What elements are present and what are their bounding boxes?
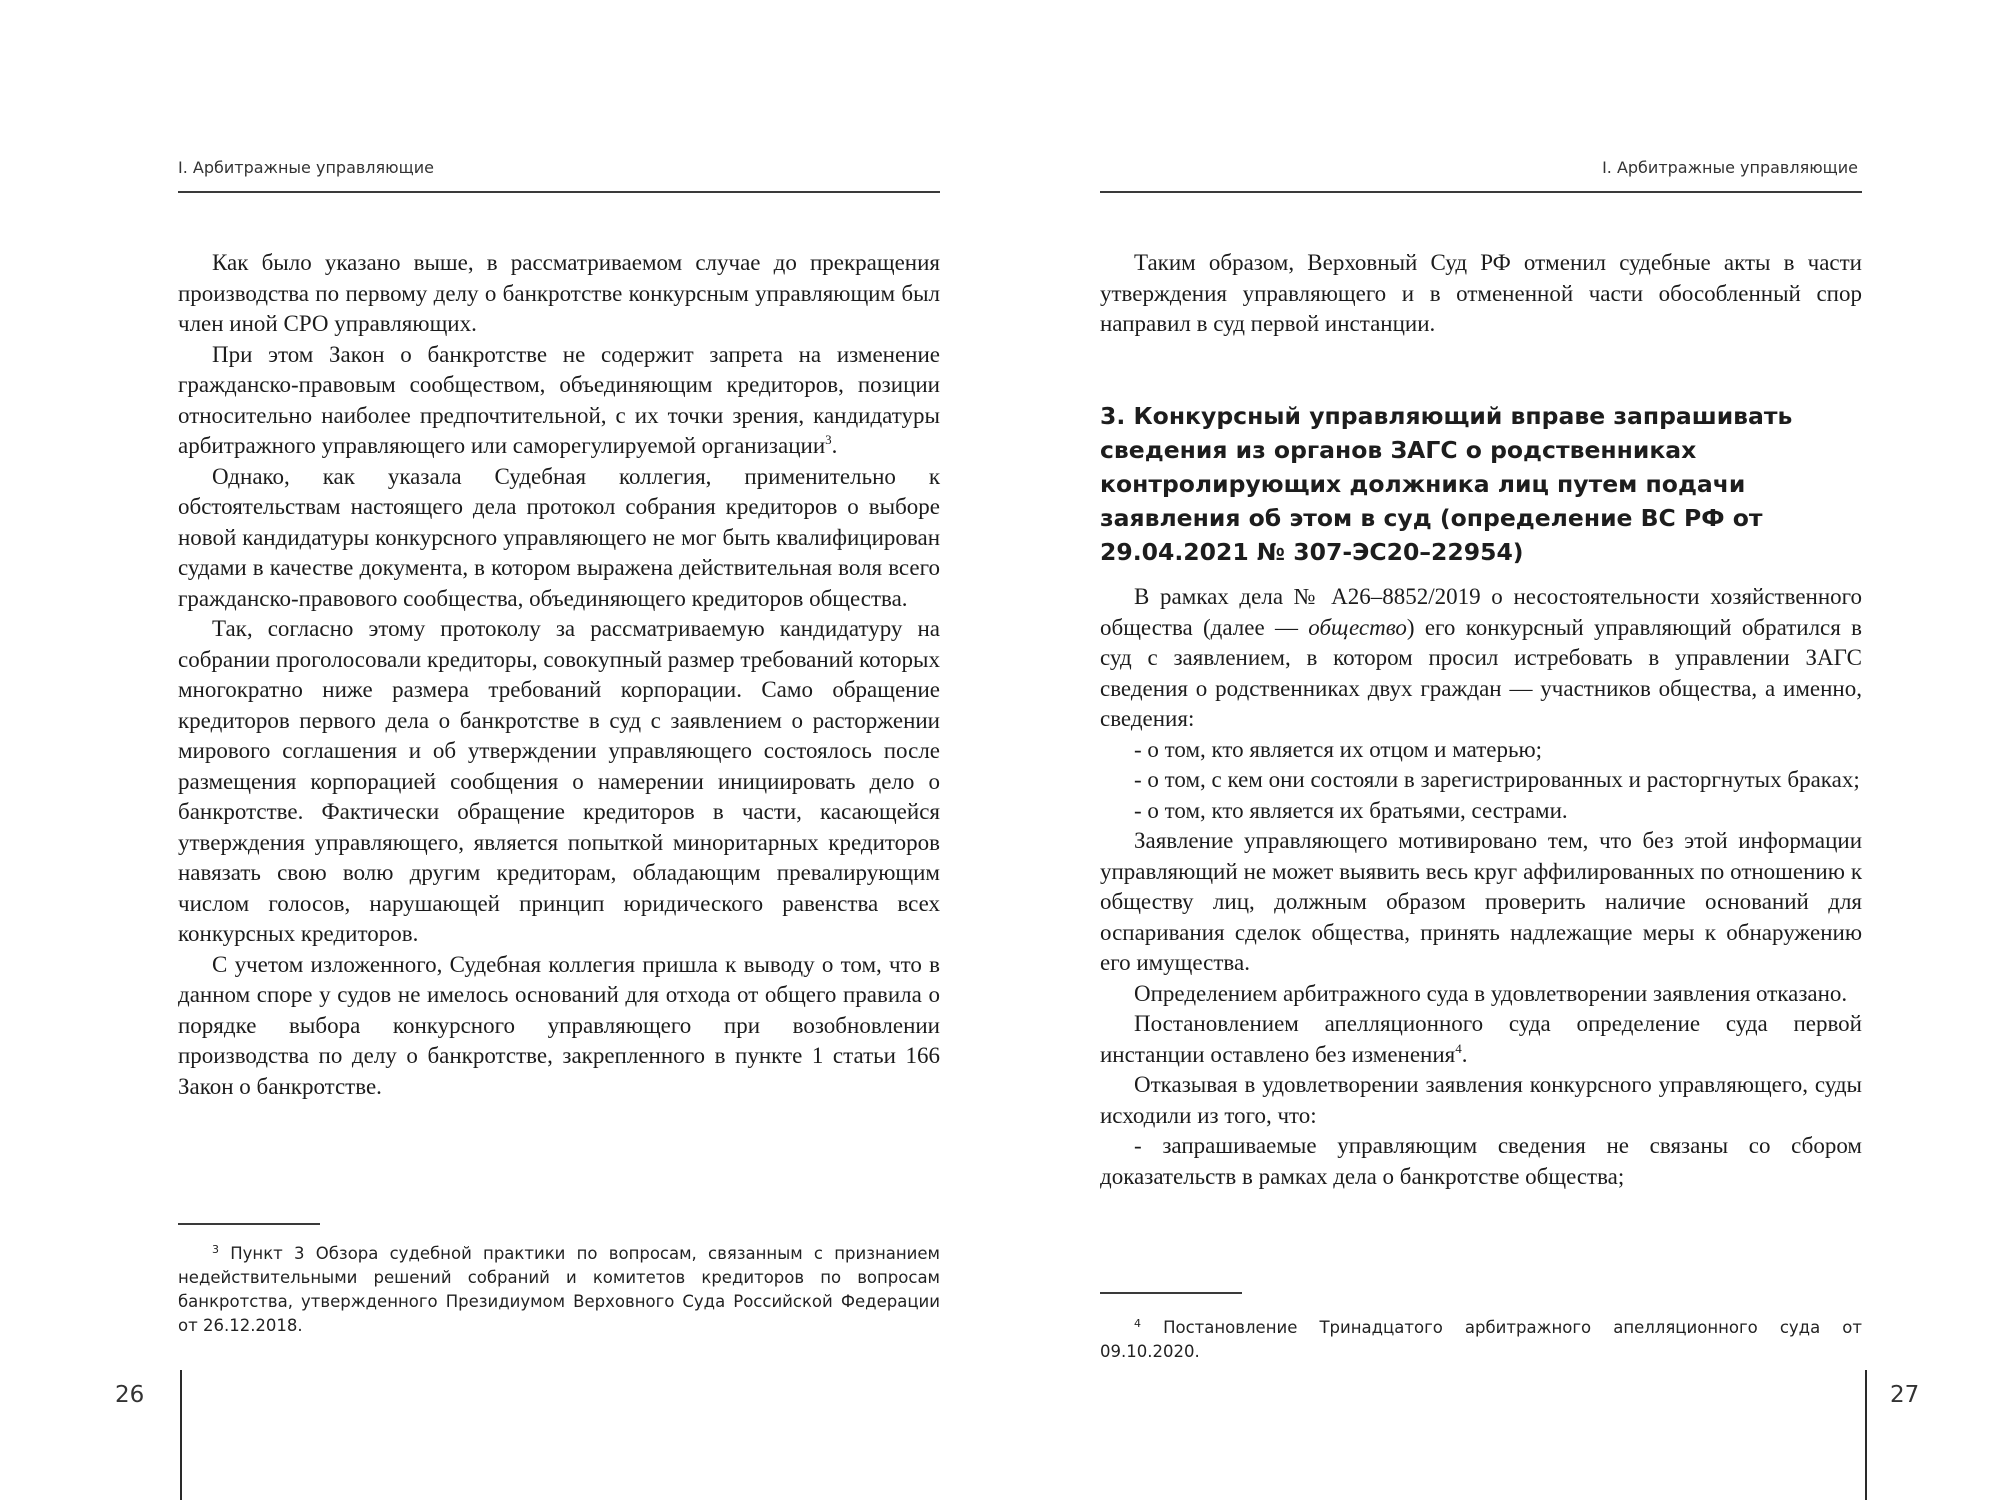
running-head: I. Арбитражные управляющие [1602,158,1858,177]
paragraph-text: Постановлением апелляционного суда определение суда первой инстанции оставлено без изменения [1100,1011,1862,1067]
footnote-reference: 4 [1455,1040,1462,1056]
paragraph: Однако, как указала Судебная коллегия, применительно к обстоятельствам настоящего дела протокол собрания кредиторов о выборе новой кандидатуры конкурсного управляющего не мог быть квалифицирован судами в качестве документа, в котором выражена действительная воля всего гражданско-правового сообщества, объединяющего кредиторов общества. [178,463,940,611]
footnote-mark: 3 [212,1243,219,1256]
list-item: - запрашиваемые управляющим сведения не связаны со сбором доказательств в рамках дела о банкротстве общества; [1100,1133,1862,1189]
paragraph: Как было указано выше, в рассматриваемом случае до прекращения производства по первому делу о банкротстве конкурсным управляющим был член иной СРО управляющих. [178,250,940,336]
footnote [1100,1316,1862,1364]
section-heading: 3. Конкурсный управляющий вправе запрашивать сведения из органов ЗАГС о родственниках контролирующих должника лиц путем подачи заявления об этом в суд (определение ВС РФ от 29.04.2021 № 307-ЭС20–22954) [1100,402,1793,566]
footnote [178,1242,940,1338]
paragraph: Таким образом, Верховный Суд РФ отменил судебные акты в части утверждения управляющего и в отмененной части обособленный спор направил в суд первой инстанции. [1100,250,1862,336]
list-item: - о том, кто является их отцом и матерью; [1134,736,1543,762]
margin-rule [180,1370,182,1500]
defined-term: общество [1308,614,1407,640]
footnote-reference: 3 [825,432,832,447]
body-text [178,248,940,1102]
page-number: 26 [115,1382,145,1408]
paragraph: Заявление управляющего мотивировано тем, что без этой информации управляющий не может выявить весь круг аффилированных по отношению к обществу лиц, должным образом проверить наличие оснований для оспаривания сделок общества, принять надлежащие меры к обнаружению его имущества. [1100,828,1862,975]
body-text [1100,582,1862,1192]
header-rule [1100,191,1862,193]
list-item: - о том, кто является их братьями, сестрами. [1134,797,1568,823]
footnote-text: Пункт 3 Обзора судебной практики по вопросам, связанным с признанием недействительными решений собраний и комитетов кредиторов по вопросам банкротства, утвержденного Президиумом Верховного Суда Российской Федерации от 26.12.2018. [178,1244,941,1335]
paragraph-end: . [1461,1041,1468,1067]
paragraph [1100,1009,1862,1070]
page-number: 27 [1890,1382,1920,1408]
paragraph [1100,582,1862,735]
footnote-text: Постановление Тринадцатого арбитражного апелляционного суда от 09.10.2020. [1100,1318,1862,1361]
intro-text [1100,248,1862,340]
margin-rule [1865,1370,1867,1500]
running-head: I. Арбитражные управляющие [178,158,434,177]
paragraph: Определением арбитражного суда в удовлетворении заявления отказано. [1134,980,1848,1006]
paragraph-text: При этом Закон о банкротстве не содержит запрета на изменение гражданско-правовым сообществом, объединяющим кредиторов, позиции относительно наиболее предпочтительной, с их точки зрения, кандидатуры арбитражного управляющего или саморегулируемой организации [178,341,940,458]
right-page [1000,0,2000,1500]
paragraph: С учетом изложенного, Судебная коллегия пришла к выводу о том, что в данном споре у судов не имелось оснований для отхода от общего правила о порядке выбора конкурсного управляющего при возобновлении производства по делу о банкротстве, закрепленного в пункте 1 статьи 166 Закон о банкротстве. [178,951,940,1099]
header-rule [178,191,940,193]
footnote-rule [178,1223,320,1225]
paragraph-end: . [831,433,838,458]
paragraph [178,340,940,462]
paragraph-text: ) его конкурсный управляющий обратился в суд с заявлением, в котором просил истребовать в управлении ЗАГС сведения о родственниках двух граждан — участников общества, а именно, сведения: [1100,614,1862,731]
footnote-rule [1100,1292,1242,1294]
paragraph: Отказывая в удовлетворении заявления конкурсного управляющего, суды исходили из того, что: [1100,1072,1862,1128]
paragraph: Так, согласно этому протоколу за рассматриваемую кандидатуру на собрании проголосовали кредиторы, совокупный размер требований которых многократно ниже размера требований корпорации. Само обращение кредиторов первого дела о банкротстве в суд с заявлением о расторжении мирового соглашения и об утверждении управляющего состоялось после размещения корпорацией сообщения о намерении инициировать дело о банкротстве. Фактически обращение кредиторов в части, касающейся утверждения управляющего, является попыткой миноритарных кредиторов навязать свою волю другим кредиторам, обладающим превалирующим числом голосов, нарушающей принцип юридического равенства всех конкурсных кредиторов. [178,616,940,946]
list-item: - о том, с кем они состояли в зарегистрированных и расторгнутых браках; [1134,767,1860,792]
footnote-mark: 4 [1134,1317,1141,1330]
paragraph-text: В рамках дела № А26–8852/2019 о несостоятельности хозяйственного общества (далее — [1100,584,1862,640]
